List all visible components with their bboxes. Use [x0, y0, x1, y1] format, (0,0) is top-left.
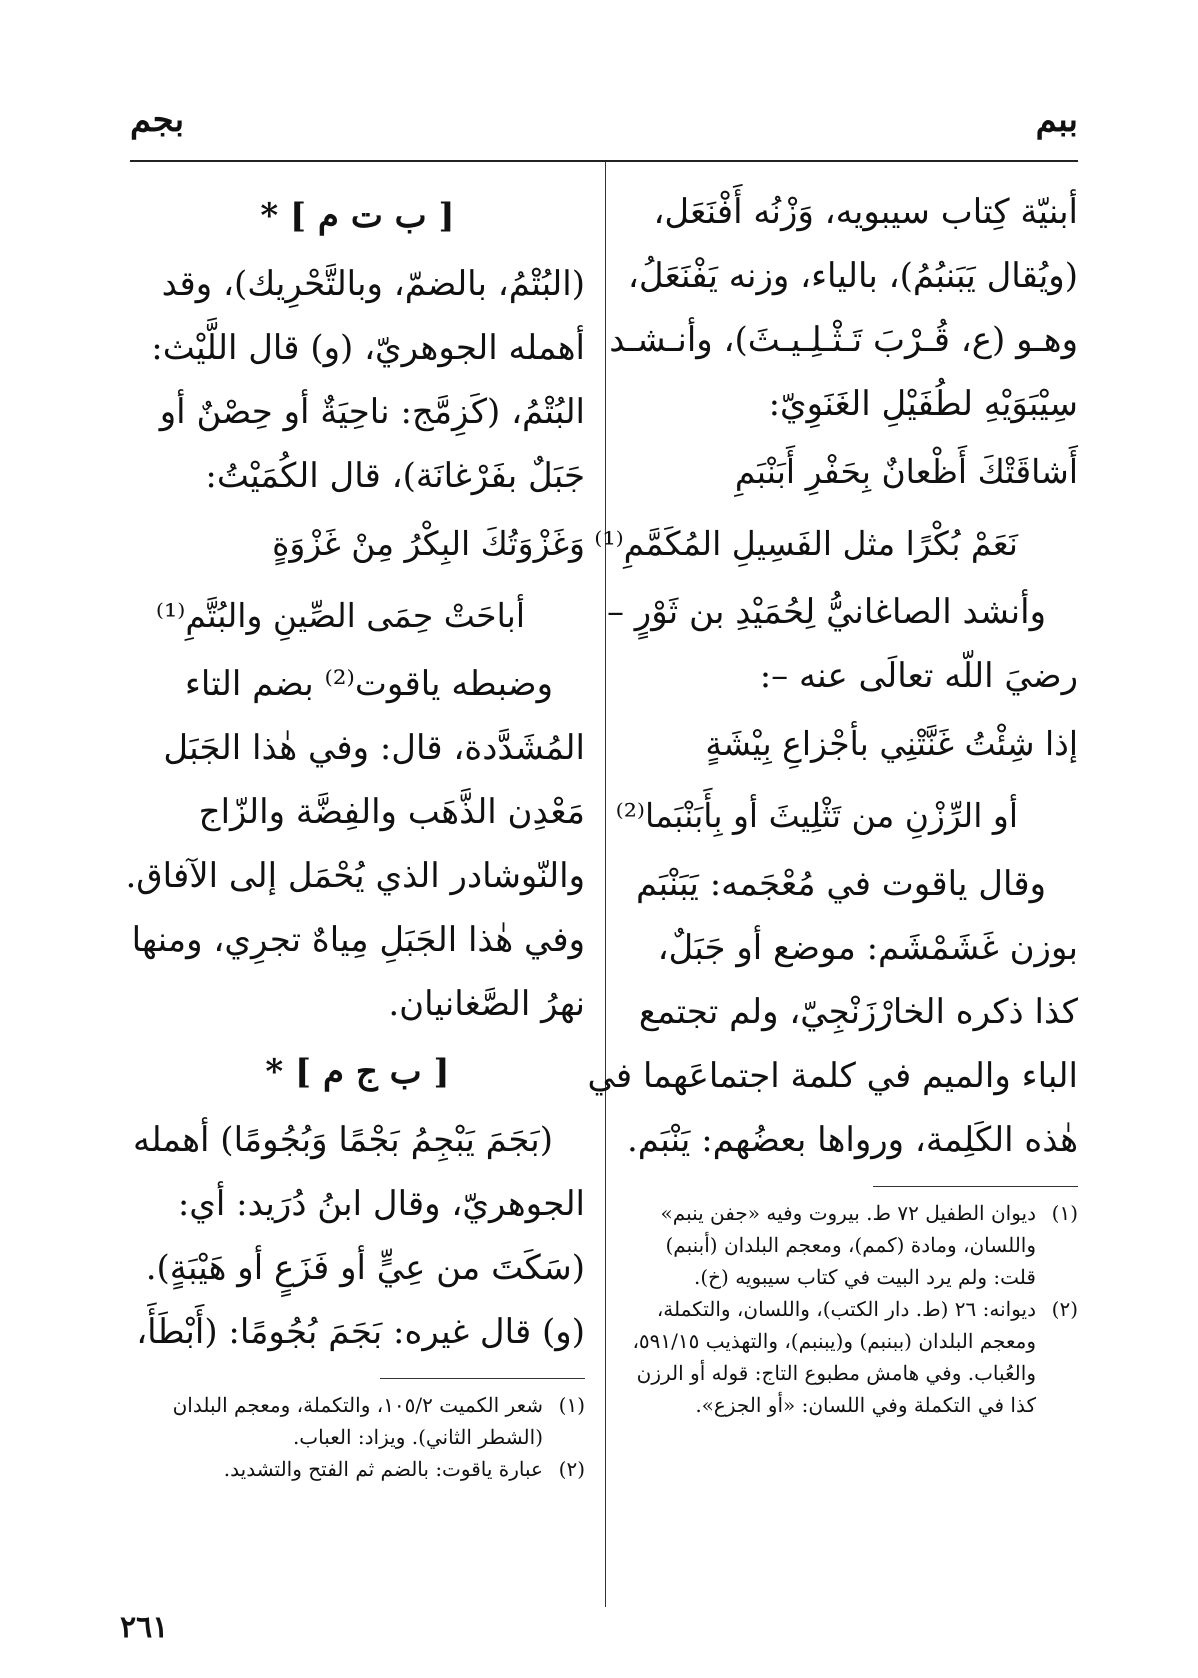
text-line: الجوهريّ، وقال ابنُ دُرَيد: أي: [177, 1184, 585, 1224]
text-line: رضيَ اللّه تعالَى عنه –: [759, 656, 1078, 696]
text-line: أهمله الجوهريّ، (و) قال اللَّيْث: [151, 328, 585, 368]
footnote-number: (١) [1051, 1201, 1078, 1225]
footnotes [130, 1389, 585, 1485]
footnote-text: شعر الكميت ١٠٥/٢، والتكملة، ومعجم البلدان (الشطر الثاني). ويزاد: العباب. [172, 1393, 543, 1449]
footnote-text: ديوانه: ٢٦ (ط. دار الكتب)، واللسان، والتكملة، ومعجم البلدان (ببنبم) و(يبنبم)، والتهذيب ٥٩١/١٥، والعُباب. وفي هامش مطبوع التاج: قوله أو الرزن كذا في التكملة وفي اللسان: «أو الجزع». [632, 1297, 1036, 1417]
column-divider [605, 162, 606, 1607]
verse-line: نَعَمْ بُكْرًا مثل الفَسِيلِ المُكَمَّمِ⁽¹⁾ [594, 524, 1018, 563]
footnotes [618, 1197, 1078, 1421]
page-header [130, 100, 1078, 160]
verse-line: أَشاقَتْكَ أَظْعانٌ بِحَفْرِ أَبَنْبَمِ [734, 452, 1078, 491]
running-head-right: ببم [1035, 100, 1078, 140]
running-head-left: بجم [130, 100, 185, 140]
text-line: والنّوشادر الذي يُحْمَل إلى الآفاق. [125, 856, 585, 896]
footnote-number: (٢) [558, 1457, 585, 1481]
footnote-number: (٢) [1051, 1297, 1078, 1321]
right-column [587, 180, 1078, 1421]
text-line: بوزن غَشَمْشَم: موضع أو جَبَلٌ، [657, 928, 1078, 968]
footnote-text: عبارة ياقوت: بالضم ثم الفتح والتشديد. [223, 1457, 543, 1481]
text-line: مَعْدِن الذَّهَب والفِضَّة والزّاج [198, 792, 585, 832]
left-column [125, 180, 585, 1485]
text-line: وهـو (ع، قُـرْبَ تَـثْـلِـيـثَ)، وأنـشـد [609, 320, 1078, 360]
text-line: نهرُ الصَّغانيان. [388, 984, 585, 1024]
text-line: وأنشد الصاغانيُّ لِحُمَيْدِ بن ثَوْرٍ – [607, 592, 1046, 632]
text-line: (بَجَمَ يَبْجِمُ بَجْمًا وَبُجُومًا) أهمله [132, 1120, 553, 1160]
text-line: (ويُقال يَبَنبُمُ)، بالياء، وزنه يَفْنَعَلُ، [627, 256, 1078, 296]
footnote-rule [873, 1186, 1078, 1187]
text-line: أبنيّة كِتاب سيبويه، وَزْنُه أَفْنَعَل، [653, 192, 1078, 232]
footnote [618, 1197, 1078, 1293]
header-rule [130, 160, 1078, 162]
footnote-rule [380, 1378, 585, 1379]
footnote [130, 1453, 585, 1485]
verse-line: أو الرِّزْنِ من تَثْلِيثَ أو بِأَبَنْبَما⁽²⁾ [615, 796, 1018, 835]
footnote-text: ديوان الطفيل ٧٢ ط. بيروت وفيه «جفن ينبم» واللسان، ومادة (كمم)، ومعجم البلدان (أبنبم) قلت: ولم يرد البيت في كتاب سيبويه (خ). [660, 1201, 1036, 1289]
text-line: (البُتْمُ، بالضمّ، وبالتَّحْرِيك)، وقد [161, 264, 585, 304]
text-line: وضبطه ياقوت⁽²⁾ بضم التاء [184, 664, 553, 704]
entry-heading: [ ب ت م ] * [260, 196, 455, 236]
text-line: المُشَدَّدة، قال: وفي هٰذا الجَبَل [163, 728, 585, 768]
text-line: كذا ذكره الخارْزَنْجِيّ، ولم تجتمع [638, 992, 1078, 1032]
page-number: ٢٦١ [120, 1610, 169, 1645]
text-line: جَبَلٌ بفَرْغانَة)، قال الكُمَيْتُ: [205, 456, 585, 496]
entry-heading: [ ب ج م ] * [265, 1052, 450, 1092]
text-line: وقال ياقوت في مُعْجَمه: يَبَنْبَم [636, 864, 1046, 904]
footnote [130, 1389, 585, 1453]
text-line: وفي هٰذا الجَبَلِ مِياهٌ تجرِي، ومنها [131, 920, 585, 960]
text-line: الباء والميم في كلمة اجتماعَهما في [587, 1056, 1078, 1096]
text-line: (و) قال غيره: بَجَمَ بُجُومًا: (أَبْطَأَ، [136, 1312, 585, 1352]
footnote-number: (١) [558, 1393, 585, 1417]
verse-line: إذا شِئْتُ غَنَّتْنِي بأجْزاعِ بِيْشَةٍ [705, 724, 1078, 763]
text-line: (سَكَتَ من عِيٍّ أو فَزَعٍ أو هَيْبَةٍ). [145, 1248, 585, 1288]
text-line: هٰذه الكَلِمة، ورواها بعضُهم: يَنْبَم. [626, 1120, 1078, 1160]
verse-line: وَغَزْوَتُكَ البِكْرُ مِنْ غَزْوَةٍ [272, 524, 585, 563]
text-line: سِيْبَوَيْهِ لطُفَيْلِ الغَنَوِيّ: [768, 384, 1078, 424]
verse-line: أباحَتْ حِمَى الصِّينِ والبُتَّمِ⁽¹⁾ [155, 596, 525, 635]
text-line: البُتْمُ، (كَزِمَّج: ناحِيَةٌ أو حِصْنٌ أو [159, 392, 585, 432]
footnote [618, 1293, 1078, 1421]
